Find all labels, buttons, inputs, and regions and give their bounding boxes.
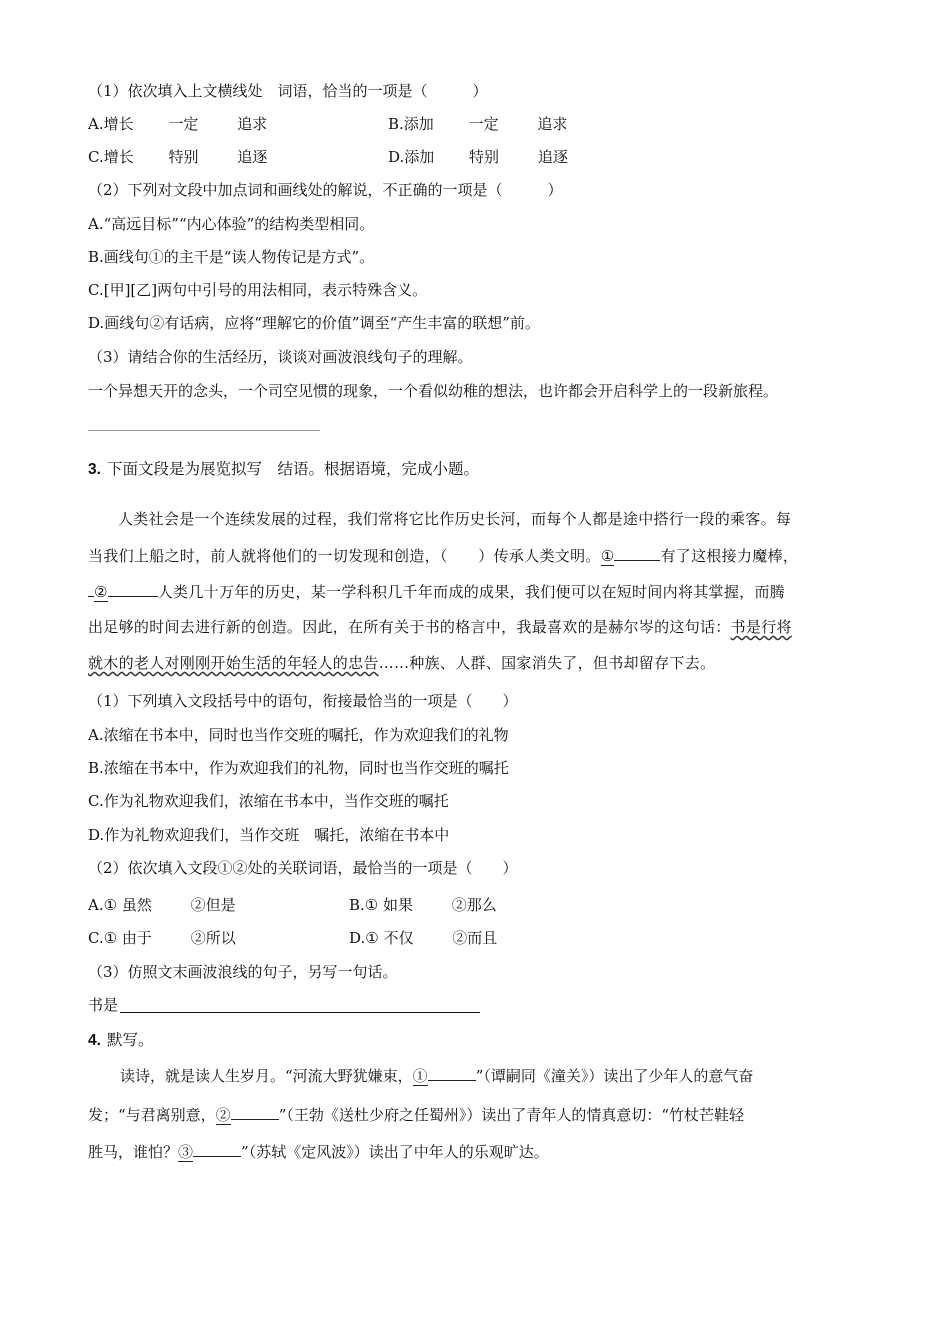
q4-line-3 [88,1140,549,1163]
q4-text: ”（谭嗣同《潼关》）读出了少年人的意气奋 [475,1067,754,1085]
question-title: 下面文段是为展览拟写 结语。根据语境，完成小题。 [106,460,479,478]
option-label: B.添加 [388,115,434,133]
question-number: 3. [88,461,101,478]
option-label: A.① 虽然 [88,896,152,914]
q2-sub1-option-a[interactable] [88,113,267,135]
option-word: ②而且 [452,929,498,947]
option-word: 追求 [537,115,568,133]
q4-text: ”（苏轼《定风波》）读出了中年人的乐观旷达。 [241,1143,549,1161]
option-word: 追逐 [237,148,268,166]
q4-blank-1[interactable] [428,1064,476,1081]
blank-3-marker: ③ [178,1143,194,1161]
q2-sub1-option-b[interactable] [388,113,567,135]
blank-1[interactable] [614,544,660,561]
q3-passage-line-5 [88,652,860,674]
q4-blank-2[interactable] [231,1103,279,1120]
option-label: A.增长 [88,115,134,133]
q2-sub1-stem: （1）依次填入上文横线处 词语，恰当的一项是（ ） [88,82,488,100]
option-label: B.① 如果 [349,896,414,914]
blank-1-marker: ① [412,1067,428,1085]
blank-2[interactable] [108,580,158,597]
passage-text: ……种族、人群、国家消失了，但书却留存下去。 [378,654,716,672]
question-title: 默写。 [106,1031,154,1049]
q3-sub2-option-c[interactable] [88,927,236,949]
wavy-sentence-end: 就木的老人对刚刚开始生活的年轻人的忠告 [88,654,379,672]
passage-text: 出足够的时间去进行新的创造。因此，在所有关于书的格言中，我最喜欢的是赫尔岑的这句话： [88,618,731,636]
q3-sub1-stem: （1）下列填入文段括号中的语句，衔接最恰当的一项是（ ） [88,692,518,710]
q3-passage-line-2 [88,544,860,567]
option-word: ②那么 [451,896,497,914]
q2-sub2-option-b[interactable]: B.画线句①的主干是“读人物传记是方式”。 [88,248,375,266]
q3-sub1-option-a[interactable]: A.浓缩在书本中，同时也当作交班的嘱托，作为欢迎我们的礼物 [88,726,509,744]
q3-passage-line-3 [88,580,860,603]
option-word: 追求 [237,115,268,133]
q3-heading [88,458,479,481]
q4-text: 发；“与君离别意， [88,1106,216,1124]
wavy-sentence-start: 书是行将 [730,618,792,636]
q2-sub2-stem: （2）下列对文段中加点词和画线处的解说，不正确的一项是（ ） [88,181,563,199]
q4-text: 胜马，谁怕？ [88,1143,179,1161]
passage-text: 当我们上船之时，前人就将他们的一切发现和创造，（ ）传承人类文明。 [88,547,601,565]
blank-2-marker: ② [94,583,108,601]
passage-text: 人类几十万年的历史，某一学科积几千年而成的成果，我们便可以在短时间内将其掌握，而腾 [157,583,786,601]
option-word: 特别 [168,148,199,166]
option-word: 一定 [168,115,199,133]
answer-input-line[interactable] [120,1012,480,1013]
blank-1-marker: ① [600,547,615,565]
q3-sub2-option-d[interactable] [349,927,497,949]
q3-passage-line-1: 人类社会是一个连续发展的过程，我们常将它比作历史长河，而每个人都是途中搭行一段的乘客。每 [118,510,792,528]
q4-text: ”（王勃《送杜少府之任蜀州》）读出了青年人的情真意切：“竹杖芒鞋轻 [278,1106,745,1124]
q3-sub1-option-b[interactable]: B.浓缩在书本中，作为欢迎我们的礼物，同时也当作交班的嘱托 [88,759,509,777]
option-label: C.增长 [88,148,134,166]
q2-sub2-option-d[interactable]: D.画线句②有话病，应将“理解它的价值”调至“产生丰富的联想”前。 [88,314,540,332]
q3-sub2-stem: （2）依次填入文段①②处的关联词语，最恰当的一项是（ ） [88,859,518,877]
q4-blank-3[interactable] [193,1140,241,1157]
q3-sub1-option-d[interactable]: D.作为礼物欢迎我们，当作交班 嘱托，浓缩在书本中 [88,826,450,844]
q4-heading [88,1029,153,1052]
q2-sub2-option-c[interactable]: C.[甲][乙]两句中引号的用法相同，表示特殊含义。 [88,281,428,299]
option-label: D.添加 [388,148,435,166]
q2-sub3-sentence: 一个异想天开的念头，一个司空见惯的现象，一个看似幼稚的想法，也许都会开启科学上的一段新旅程。 [88,382,779,400]
q3-sub3-answer-prefix: 书是 [88,996,119,1014]
option-label: D.① 不仅 [349,929,414,947]
q3-sub1-option-c[interactable]: C.作为礼物欢迎我们，浓缩在书本中，当作交班的嘱托 [88,792,449,810]
q3-passage-line-4 [88,616,860,638]
blank-2-marker: ② [215,1106,231,1124]
question-number: 4. [88,1032,101,1049]
option-word: ②所以 [190,929,236,947]
q3-sub3-stem: （3）仿照文末画波浪线的句子，另写一句话。 [88,963,398,981]
option-word: 一定 [468,115,499,133]
q3-sub2-option-a[interactable] [88,894,236,916]
q3-sub2-option-b[interactable] [349,894,497,916]
passage-text: 有了这根接力魔棒， [660,547,799,565]
option-label: C.① 由于 [88,929,152,947]
option-word: 追逐 [537,148,568,166]
q2-sub1-option-d[interactable] [388,146,568,168]
q2-sub3-stem: （3）请结合你的生活经历，谈谈对画波浪线句子的理解。 [88,348,473,366]
q2-sub2-option-a[interactable]: A.“高远目标”“内心体验”的结构类型相同。 [88,215,375,233]
q2-sub1-option-c[interactable] [88,146,267,168]
option-word: ②但是 [190,896,236,914]
q4-text: 读诗，就是读人生岁月。“河流大野犹嫌束， [120,1067,413,1085]
option-word: 特别 [469,148,500,166]
q4-line-1 [120,1064,753,1087]
separator-line [88,430,320,431]
q4-line-2 [88,1103,744,1126]
